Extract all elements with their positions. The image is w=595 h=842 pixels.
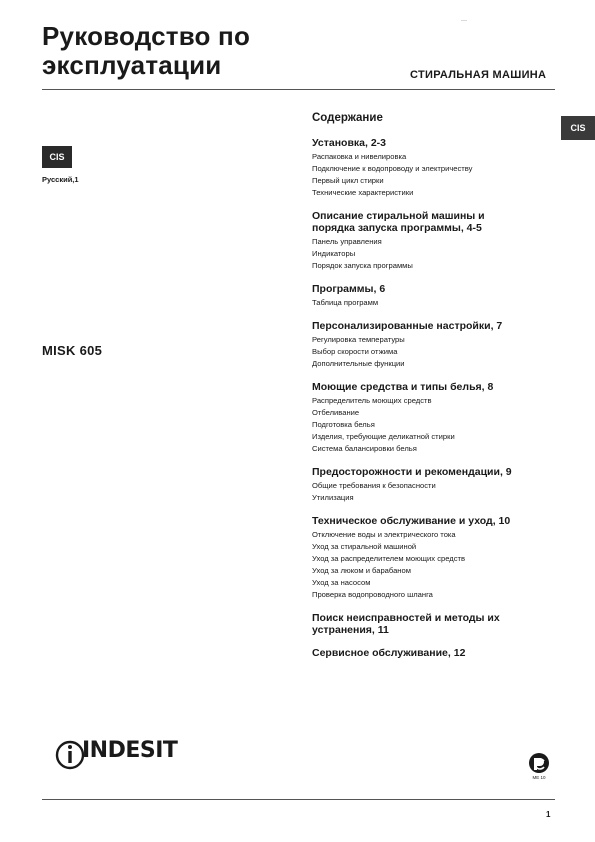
document-title: Руководство по эксплуатации [42,21,251,80]
toc-section [312,515,562,601]
toc-section [312,137,562,199]
toc-title: Содержание [312,112,383,124]
toc-section-item: Уход за стиральной машиной [312,542,417,551]
toc-section-item: Отбеливание [312,408,360,417]
toc-section-item: Проверка водопроводного шланга [312,590,433,599]
toc-section-title: Предосторожности и рекомендации, 9 [312,466,512,478]
toc-section-item: Порядок запуска программы [312,261,413,270]
toc-section-item: Система балансировки белья [312,444,417,453]
toc-section-item: Утилизация [312,493,354,502]
toc-section-title: Персонализированные настройки, 7 [312,320,503,332]
toc-section-item: Подготовка белья [312,420,375,429]
brand-wordmark: INDESIT [82,738,178,763]
toc-section-item: Изделия, требующие деликатной стирки [312,432,455,441]
table-of-contents [312,112,562,670]
toc-section-item: Регулировка температуры [312,335,405,344]
toc-section-item: Таблица программ [312,298,379,307]
toc-section-item: Уход за люком и барабаном [312,566,411,575]
toc-section-title: Описание стиральной машины и порядка запуска программы, 4-5 [312,210,485,234]
toc-section [312,210,562,272]
toc-section-title: Установка, 2-3 [312,137,387,149]
toc-section [312,320,562,370]
model-name: MISK 605 [42,343,103,358]
toc-section-item: Выбор скорости отжима [312,347,398,356]
side-language-tab: CIS [561,116,595,140]
toc-section [312,612,562,636]
language-badge: CIS [42,146,72,168]
certification-code: МЕ 10 [532,775,546,780]
language-label: Русский,1 [42,175,79,184]
toc-section-title: Программы, 6 [312,283,386,295]
toc-section [312,466,562,504]
toc-section-item: Отключение воды и электрического тока [312,530,456,539]
toc-section [312,381,562,455]
toc-section [312,283,562,309]
toc-section-item: Распаковка и нивелировка [312,152,407,161]
toc-section-item: Распределитель моющих средств [312,396,432,405]
toc-section-item: Индикаторы [312,249,356,258]
toc-section-item: Панель управления [312,237,382,246]
toc-section-item: Уход за распределителем моющих средств [312,554,466,563]
toc-sections [312,137,562,659]
toc-section [312,647,562,659]
corner-mark: — [461,18,467,24]
toc-section-item: Технические характеристики [312,188,414,197]
document-subtitle: СТИРАЛЬНАЯ МАШИНА [410,69,547,81]
pct-certification-mark [526,752,552,780]
toc-section-item: Общие требования к безопасности [312,481,436,490]
toc-section-item: Первый цикл стирки [312,176,384,185]
toc-section-title: Поиск неисправностей и методы их устранения, 11 [312,612,500,636]
toc-section-item: Дополнительные функции [312,359,405,368]
toc-section-title: Моющие средства и типы белья, 8 [312,381,494,393]
toc-section-item: Уход за насосом [312,578,371,587]
toc-section-title: Сервисное обслуживание, 12 [312,647,466,659]
toc-section-item: Подключение к водопроводу и электричеству [312,164,473,173]
bottom-divider [42,799,555,800]
top-divider [42,89,555,90]
toc-section-title: Техническое обслуживание и уход, 10 [312,515,511,527]
page-number: 1 [546,810,551,819]
